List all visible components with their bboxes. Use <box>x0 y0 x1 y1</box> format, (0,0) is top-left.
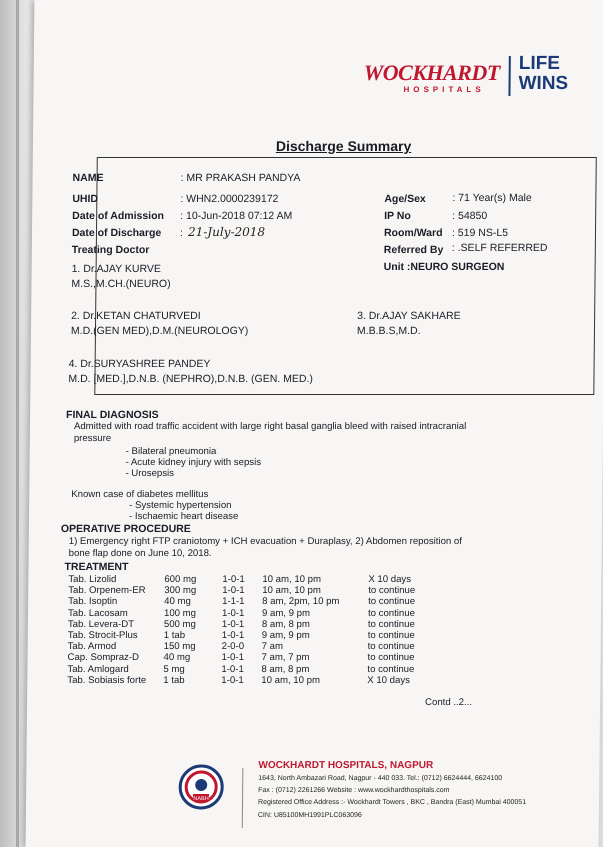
treating-doctor-label: Treating Doctor <box>71 244 150 256</box>
doctor-4-name: 4. Dr.SURYASHREE PANDEY <box>68 358 211 370</box>
treatment-time: 10 am, 10 pm <box>261 674 321 686</box>
treatment-dose: 500 mg <box>163 618 196 630</box>
treatment-dose: 150 mg <box>163 641 196 653</box>
treatment-form: Tab. Levera-DT <box>67 618 135 630</box>
footer-hospital-name: WOCKHARDT HOSPITALS, NAGPUR <box>258 760 434 771</box>
known-case-line: Known case of diabetes mellitus <box>71 489 209 500</box>
treatment-time: 9 am, 9 pm <box>261 630 310 641</box>
contd-text: Contd ..2... <box>425 697 473 708</box>
operative-line-2: bone flap done on June 10, 2018. <box>68 548 212 559</box>
treatment-freq: 1-0-1 <box>221 618 245 630</box>
operative-line-1: 1) Emergency right FTP craniotomy + ICH evacuation + Duraplasy, 2) Abdomen reposition of <box>68 536 463 547</box>
treatment-freq: 1-0-1 <box>221 607 245 619</box>
treatment-dur: to continue <box>367 663 415 675</box>
treatment-time: 8 am, 8 pm <box>261 663 310 675</box>
treatment-form: Tab. Strocit-Plus <box>67 630 138 641</box>
hospital-logo <box>363 52 603 102</box>
paper-edge <box>16 0 19 847</box>
treatment-freq: 2-0-0 <box>221 641 245 653</box>
name-value: : MR PRAKASH PANDYA <box>180 172 301 184</box>
treatment-time: 9 am, 9 pm <box>261 607 311 619</box>
treatment-time: 10 am, 10 pm <box>262 574 322 585</box>
treatment-time: 7 am <box>261 641 284 653</box>
logo-brand-sub: HOSPITALS <box>403 85 485 94</box>
treatment-form: Tab. Lizolid <box>68 574 117 585</box>
discharge-label: Date of Discharge <box>71 227 162 239</box>
doctor-3-name: 3. Dr.AJAY SAKHARE <box>357 310 461 322</box>
treatment-form: Tab. Lacosam <box>67 607 128 619</box>
tagline-line-1: LIFE <box>518 53 561 74</box>
discharge-value-handwritten: 21-July-2018 <box>187 225 266 239</box>
footer-divider <box>242 768 244 828</box>
treatment-dur: to continue <box>367 630 415 641</box>
diagnosis-item: - Bilateral pneumonia <box>125 446 217 457</box>
treatment-freq: 1-0-1 <box>221 663 244 675</box>
diagnosis-item: - Acute kidney injury with sepsis <box>125 457 262 468</box>
page-title: Discharge Summary <box>275 138 412 154</box>
footer-cin: CIN: U85100MH1991PLC063096 <box>257 812 362 819</box>
doctor-3-qual: M.B.B.S,M.D. <box>356 325 421 337</box>
doctor-1-qual: M.S.,M.CH.(NEURO) <box>71 278 171 290</box>
treatment-dur: to continue <box>367 652 415 664</box>
admission-value: : 10-Jun-2018 07:12 AM <box>180 210 293 222</box>
age-value: : 71 Year(s) Male <box>452 192 532 204</box>
uhid-label: UHID <box>72 193 99 205</box>
unit-label: Unit :NEURO SURGEON <box>383 261 505 273</box>
treatment-form: Tab. Orpenem-ER <box>68 585 146 597</box>
tagline-line-2: WINS <box>518 73 569 94</box>
ip-label: IP No <box>384 210 411 222</box>
room-value: : 519 NS-L5 <box>451 227 509 239</box>
treatment-form: Cap. Sompraz-D <box>67 652 140 664</box>
room-label: Room/Ward <box>383 227 443 239</box>
treatment-dur: to continue <box>367 641 415 653</box>
treatment-dose: 100 mg <box>163 607 197 619</box>
name-label: NAME <box>72 172 104 184</box>
treatment-dose: 1 tab <box>163 630 186 641</box>
treatment-dur: to continue <box>367 618 415 630</box>
footer-fax: Fax : (0712) 2261266 Website : www.wockhardthospitals.com <box>258 787 450 794</box>
known-item: - Systemic hypertension <box>129 500 232 511</box>
treatment-dur: X 10 days <box>367 674 411 686</box>
treatment-time: 7 am, 7 pm <box>261 652 310 664</box>
treatment-dose: 1 tab <box>163 674 185 686</box>
logo-brand: WOCKHARDT <box>363 60 500 85</box>
treatment-dose: 40 mg <box>164 596 191 608</box>
treatment-time: 8 am, 2pm, 10 pm <box>262 596 340 608</box>
operative-heading: OPERATIVE PROCEDURE <box>60 523 191 535</box>
treatment-dur: to continue <box>367 607 416 619</box>
footer-address: 1643, North Ambazari Road, Nagpur - 440 033. Tel.: (0712) 6624444, 6624100 <box>258 775 503 782</box>
treatment-form: Tab. Armod <box>67 641 117 653</box>
treatment-freq: 1-0-1 <box>222 585 245 597</box>
treatment-dur: X 10 days <box>368 574 412 585</box>
doctor-2-qual: M.D.(GEN MED),D.M.(NEUROLOGY) <box>70 325 249 337</box>
admission-label: Date of Admission <box>72 210 165 222</box>
treatment-freq: 1-0-1 <box>221 674 244 686</box>
treatment-freq: 1-0-1 <box>221 652 245 664</box>
seal-text: NABH <box>193 796 209 802</box>
doctor-4-qual: M.D. [MED.],D.N.B. (NEPHRO),D.N.B. (GEN. MED.) <box>68 373 313 385</box>
treatment-dose: 5 mg <box>163 663 185 675</box>
treatment-freq: 1-0-1 <box>222 574 245 585</box>
known-item: - Ischaemic heart disease <box>128 511 239 522</box>
treatment-freq: 1-1-1 <box>222 596 245 608</box>
ip-value: : 54850 <box>452 210 488 222</box>
footer-registered: Registered Office Address :- Wockhardt Towers , BKC , Bandra (East) Mumbai 400051 <box>257 799 527 806</box>
uhid-value: : WHN2.0000239172 <box>180 193 279 205</box>
referred-value: : .SELF REFERRED <box>451 242 548 254</box>
nabh-seal-icon <box>178 764 224 810</box>
logo-tagline <box>518 54 568 94</box>
doctor-1-name: 1. Dr.AJAY KURVE <box>71 263 161 275</box>
treatment-form: Tab. Amlogard <box>67 663 129 675</box>
diagnosis-line-2: pressure <box>73 433 112 444</box>
treatment-time: 8 am, 8 pm <box>261 618 310 630</box>
referred-label: Referred By <box>383 244 444 256</box>
treatment-dose: 300 mg <box>164 585 197 597</box>
treatment-heading: TREATMENT <box>64 561 129 573</box>
final-diagnosis-heading: FINAL DIAGNOSIS <box>66 409 159 421</box>
treatment-form: Tab. Sobiasis forte <box>67 674 147 686</box>
doctor-2-name: 2. Dr.KETAN CHATURVEDI <box>71 310 201 322</box>
treatment-dur: to continue <box>368 585 416 597</box>
treatment-dose: 600 mg <box>164 574 197 585</box>
discharge-summary-page: WOCKHARDT HOSPITALS LIFE WINS Discharge Summary NAME : MR PRAKASH PANDYA UHID : WHN2.0000239172 Date of Admission : 10-Jun-2018 07:12 AM Date of Discharge : 21-July-2018 Treating Doctor Age/Sex : 71 Year(s) Male IP No : 54850 Room/Ward : 519 NS-L5 Referred By : .SELF REFERRED Unit :NEURO SURGEON 1. Dr.AJAY KURVE M.S.,M.CH.(NEURO) 2. Dr.KETAN CHATURVEDI M.D.(GEN MED),D.M.(NEUROLOGY) 3. Dr.AJAY SAKHARE M.B.B.S,M.D. 4. Dr.SURYASHREE PANDEY M.D. [MED.],D.N.B. (NEPHRO),D.N.B. (GEN. MED.) FINAL DIAGNOSIS Admitted with road traffic accident with large right basal ganglia bleed with raised intracranial pressure - Bilateral pneumonia - Acute kidney injury with sepsis - Urosepsis Known case of diabetes mellitus - Systemic hypertension - Ischaemic heart disease OPERATIVE PROCEDURE 1) Emergency right FTP craniotomy + ICH evacuation + Duraplasy, 2) Abdomen reposition of bone flap done on June 10, 2018. TREATMENT Tab. Lizolid 600 mg 1-0-1 10 am, 10 pm X 10 days Tab. Orpenem-ER 300 mg 1-0-1 10 am, 10 pm to continue Tab. Isoptin 40 mg 1-1-1 8 am, 2pm, 10 pm to continue Tab. Lacosam 100 mg 1-0-1 9 am, 9 pm to continue Tab. Levera-DT 500 mg 1-0-1 8 am, 8 pm to continue Tab. Strocit-Plus 1 tab 1-0-1 9 am, 9 pm to continue Tab. Armod 150 mg 2-0-0 7 am to continue Cap. Sompraz-D 40 mg 1-0-1 7 am, 7 pm to continue Tab. Amlogard 5 mg 1-0-1 8 am, 8 pm to continue Tab. Sobiasis forte 1 tab 1-0-1 10 am, 10 pm X 10 days Contd ..2... NABH WOCKHARDT HOSPITALS, NAGPUR 1643, North Ambazari Road, Nagpur - 440 033. Tel.: (0712) 6624444, 6624100 Fax : (0712) 2261266 Website : www.wockhardthospitals.com Registered Office Address :- Wockhardt Towers , BKC , Bandra (East) Mumbai 400051 CIN: U85100MH1991PLC063096 <box>26 0 603 847</box>
logo-divider <box>508 56 510 96</box>
diagnosis-item: - Urosepsis <box>125 468 175 479</box>
treatment-dur: to continue <box>368 596 416 608</box>
treatment-time: 10 am, 10 pm <box>262 585 321 597</box>
treatment-freq: 1-0-1 <box>221 630 245 641</box>
diagnosis-line-1: Admitted with road traffic accident with large right basal ganglia bleed with raised intracranial <box>73 421 467 432</box>
treatment-form: Tab. Isoptin <box>68 596 118 608</box>
age-label: Age/Sex <box>384 193 426 205</box>
treatment-dose: 40 mg <box>163 652 191 664</box>
